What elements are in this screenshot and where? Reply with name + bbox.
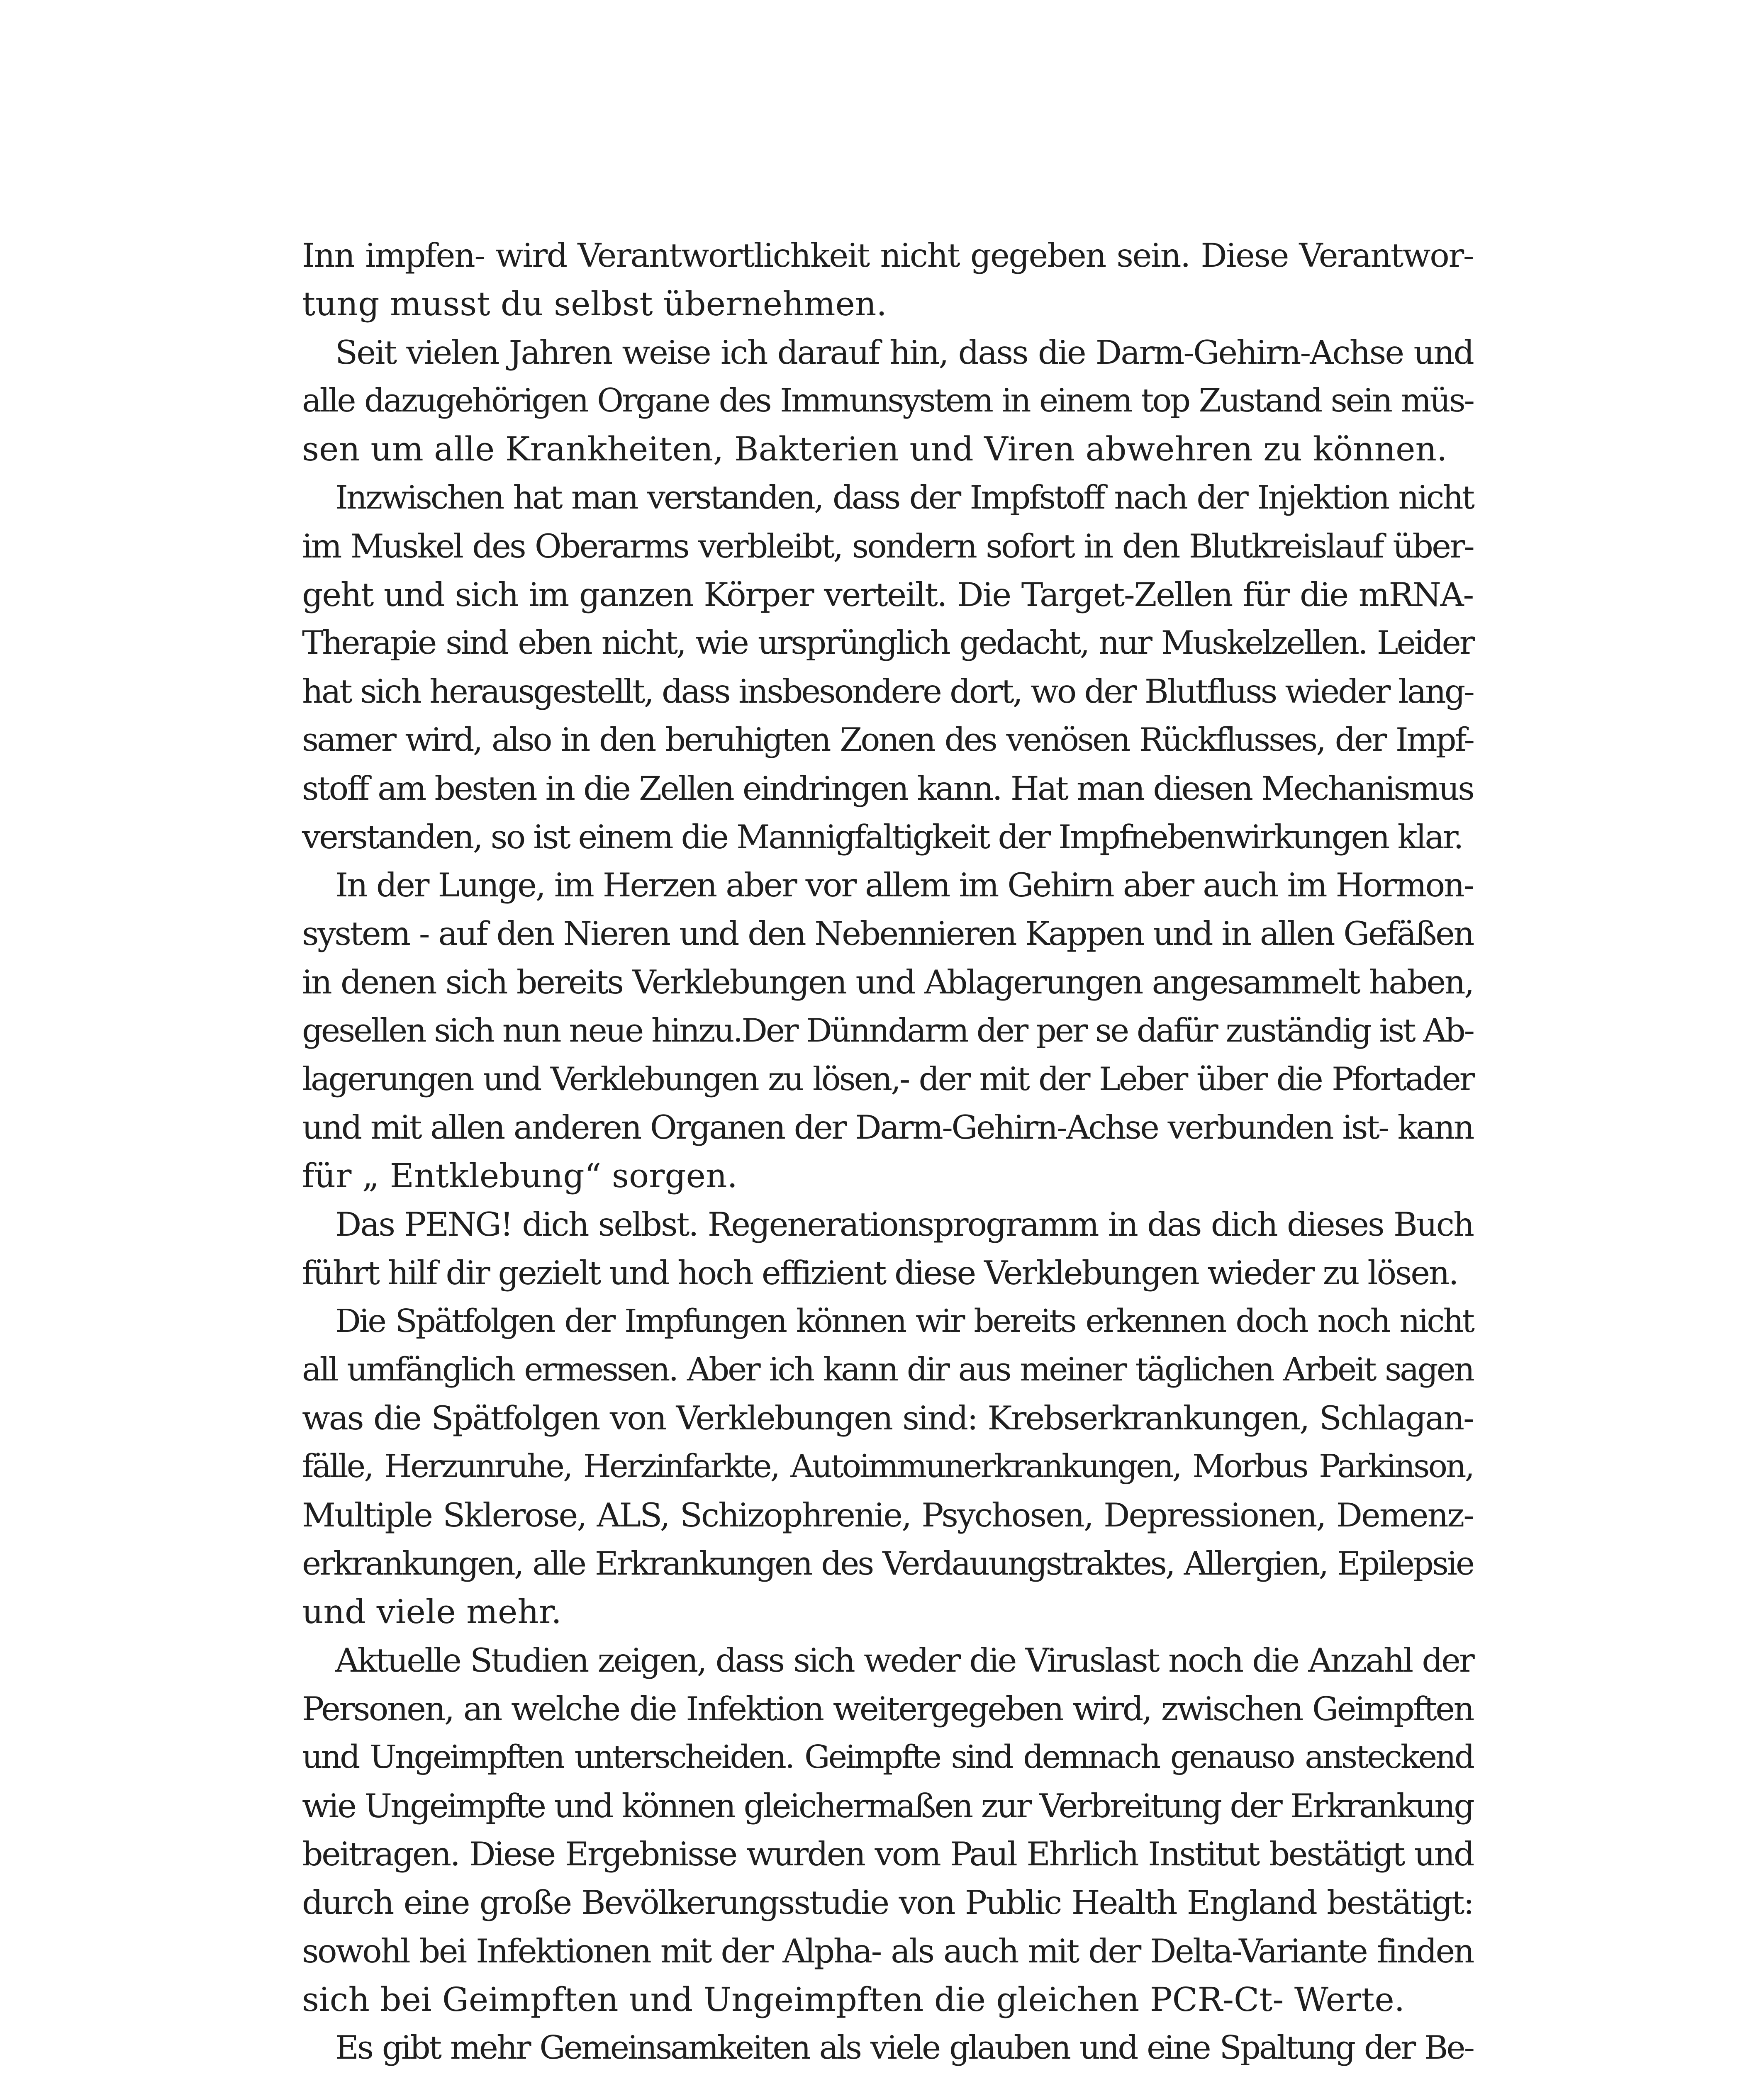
text-line: fälle, Herzunruhe, Herzinfarkte, Autoimmunerkrankungen, Morbus Parkinson,	[302, 1448, 1473, 1485]
text-line: all umfänglich ermessen. Aber ich kann dir aus meiner täglichen Arbeit sagen	[302, 1351, 1473, 1389]
text-line: in denen sich bereits Verklebungen und Ablagerungen angesammelt haben,	[302, 963, 1473, 1001]
text-line: sen um alle Krankheiten, Bakterien und Viren abwehren zu können.	[302, 430, 1447, 469]
text-line	[302, 2072, 1473, 2074]
text-line: alle dazugehörigen Organe des Immunsystem in einem top Zustand sein müs-	[302, 382, 1473, 420]
text-line: durch eine große Bevölkerungsstudie von Public Health England bestätigt:	[302, 1884, 1473, 1922]
text-line: erkrankungen, alle Erkrankungen des Verdauungstraktes, Allergien, Epilepsie	[302, 1545, 1473, 1582]
text-line: samer wird, also in den beruhigten Zonen des venösen Rückflusses, der Impf-	[302, 721, 1473, 759]
text-line: Inn impfen- wird Verantwortlichkeit nicht gegeben sein. Diese Verantwor-	[302, 236, 1473, 275]
body-text	[302, 231, 1473, 2074]
text-line: wie Ungeimpfte und können gleichermaßen zur Verbreitung der Erkrankung	[302, 1787, 1473, 1825]
text-line: Die Spätfolgen der Impfungen können wir bereits erkennen doch noch nicht	[335, 1302, 1473, 1340]
text-line: Das PENG! dich selbst. Regenerationsprogramm in das dich dieses Buch	[335, 1205, 1473, 1244]
text-line: Therapie sind eben nicht, wie ursprünglich gedacht, nur Muskelzellen. Leider	[302, 624, 1473, 662]
text-line: Personen, an welche die Infektion weitergegeben wird, zwischen Geimpften	[302, 1689, 1473, 1728]
text-line: im Muskel des Oberarms verbleibt, sondern sofort in den Blutkreislauf über-	[302, 527, 1473, 565]
text-line: beitragen. Diese Ergebnisse wurden vom Paul Ehrlich Institut bestätigt und	[302, 1835, 1473, 1874]
text-line: Multiple Sklerose, ALS, Schizophrenie, Psychosen, Depressionen, Demenz-	[302, 1496, 1473, 1534]
text-line: gesellen sich nun neue hinzu.Der Dünndarm der per se dafür zuständig ist Ab-	[302, 1012, 1473, 1049]
text-line: stoff am besten in die Zellen eindringen kann. Hat man diesen Mechanismus	[302, 769, 1473, 808]
text-line: und Ungeimpften unterscheiden. Geimpfte sind demnach genauso ansteckend	[302, 1738, 1473, 1776]
text-line: führt hilf dir gezielt und hoch effizient diese Verklebungen wieder zu lösen.	[302, 1254, 1458, 1292]
text-line: und mit allen anderen Organen der Darm-Gehirn-Achse verbunden ist- kann	[302, 1108, 1473, 1147]
text-line: und viele mehr.	[302, 1592, 562, 1631]
text-line: Es gibt mehr Gemeinsamkeiten als viele glauben und eine Spaltung der Be-	[335, 2029, 1473, 2067]
text-line: Seit vielen Jahren weise ich darauf hin, dass die Darm-Gehirn-Achse und	[335, 333, 1473, 372]
text-line: lagerungen und Verklebungen zu lösen,- der mit der Leber über die Pfortader	[302, 1060, 1473, 1098]
text-line: für „ Entklebung“ sorgen.	[302, 1156, 738, 1195]
text-line: sowohl bei Infektionen mit der Alpha- als auch mit der Delta-Variante finden	[302, 1932, 1473, 1970]
text-line: was die Spätfolgen von Verklebungen sind: Krebserkrankungen, Schlagan-	[302, 1399, 1473, 1438]
text-line: system - auf den Nieren und den Nebennieren Kappen und in allen Gefäßen	[302, 915, 1473, 953]
text-line: In der Lunge, im Herzen aber vor allem im Gehirn aber auch im Hormon-	[335, 866, 1473, 905]
text-line: tung musst du selbst übernehmen.	[302, 284, 887, 323]
text-line: hat sich herausgestellt, dass insbesondere dort, wo der Blutfluss wieder lang-	[302, 672, 1473, 711]
text-line: geht und sich im ganzen Körper verteilt. Die Target-Zellen für die mRNA-	[302, 575, 1473, 614]
text-line: Aktuelle Studien zeigen, dass sich weder die Viruslast noch die Anzahl der	[335, 1641, 1473, 1680]
text-line: verstanden, so ist einem die Mannigfaltigkeit der Impfnebenwirkungen klar.	[302, 818, 1462, 856]
text-line: Inzwischen hat man verstanden, dass der Impfstoff nach der Injektion nicht	[335, 479, 1473, 516]
text-line: sich bei Geimpften und Ungeimpften die gleichen PCR-Ct- Werte.	[302, 1980, 1405, 2019]
